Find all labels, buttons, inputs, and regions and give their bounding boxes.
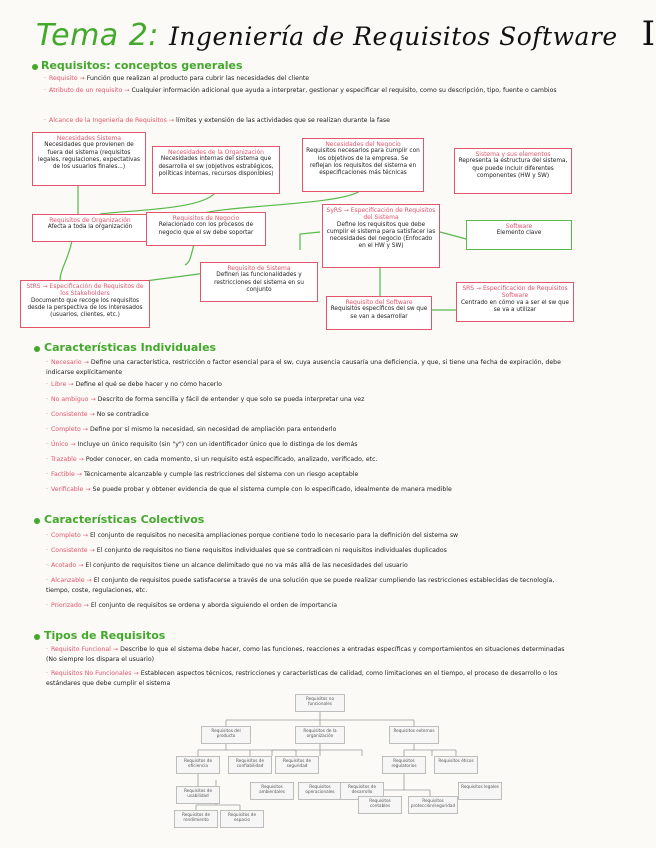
arrow-icon: →	[90, 396, 96, 403]
list-item: · Factible → Técnicamente alcanzable y cumple las restricciones del sistema con un riesgo aceptable	[46, 471, 359, 478]
tree-spacer	[434, 776, 478, 778]
bullet-icon: ·	[46, 646, 48, 653]
arrow-icon: →	[86, 577, 92, 584]
diagram-node-req-organizacion: Requisitos de Organización Afecta a toda la organización	[32, 214, 148, 242]
tree-node-l3: Requisitos de espacio	[220, 810, 264, 828]
tree-node-l2: Requisitos éticos	[434, 756, 478, 774]
bullet-icon: ·	[46, 547, 48, 554]
arrow-icon: →	[89, 547, 95, 554]
list-item: · Requisitos No Funcionales → Establecen aspectos técnicos, restricciones y características de calidad, como limitaciones en el tiempo, el proceso de desarrollo o los estándares que debe cumplir el sistema	[46, 670, 558, 687]
arrow-icon: →	[133, 670, 139, 677]
bullet-icon: ·	[46, 562, 48, 569]
diagram-node-req-sistema: Requisito de Sistema Definen las funcionalidades y restricciones del sistema en su conjunto	[200, 262, 318, 302]
tree-node-l1: Requisitos de la organización	[295, 726, 345, 744]
list-item: · Priorizado → El conjunto de requisitos se ordena y aborda siguiendo el orden de importancia	[46, 602, 338, 609]
list-item: · Trazable → Poder conocer, en cada momento, si un requisito está especificado, analizado, verificado, etc.	[46, 456, 378, 463]
tree-node-l2: Requisitos operacionales	[298, 782, 342, 800]
arrow-icon: →	[76, 471, 82, 478]
bullet-icon: ·	[44, 75, 46, 82]
arrow-icon: →	[112, 646, 119, 653]
bullet-icon: ·	[46, 602, 48, 609]
bullet-icon: ·	[46, 411, 48, 418]
bullet-icon: ·	[46, 486, 48, 493]
bullet-icon: ·	[46, 456, 48, 463]
tree-node-l2: Requisitos ambientales	[250, 782, 294, 800]
section-heading-individuales: Características Individuales	[44, 341, 217, 354]
tree-node-root: Requisitos no funcionales	[295, 694, 345, 712]
arrow-icon: →	[82, 532, 88, 539]
diagram-node-strs: StRS → Especificación de Requisitos de los Stakeholders Documento que recoge los requisitos desde la perspectiva de los interesados (usuarios, clientes, etc.)	[20, 280, 150, 328]
arrow-icon: →	[70, 441, 76, 448]
arrow-icon: →	[85, 486, 91, 493]
tree-node-l3: Requisitos de usabilidad	[176, 786, 220, 804]
tree-node-l3: Requisitos protección/seguridad	[408, 796, 458, 814]
tree-node-l1: Requisitos del producto	[201, 726, 251, 744]
diagram-node-necesidades-negocio: Necesidades del Negocio Requisitos necesarios para cumplir con los objetivos de la empresa. Se reflejan los requisitos del sistema en especificaciones más técnicas	[302, 138, 424, 192]
diagram-node-necesidades-sistema: Necesidades Sistema Necesidades que provienen de fuera del sistema (requisitos legales, regulaciones, expectativas de los usuarios finales...)	[32, 132, 146, 186]
bullet-icon: ·	[46, 441, 48, 448]
tree-node-l2: Requisitos regulatorios	[382, 756, 426, 774]
section-heading-colectivos: Características Colectivos	[44, 513, 205, 526]
arrow-icon: →	[78, 562, 84, 569]
arrow-icon: →	[89, 411, 95, 418]
arrow-icon: →	[68, 381, 74, 388]
tree-spacer	[410, 730, 412, 732]
diagram-node-software: Software Elemento clave	[466, 220, 572, 250]
list-item: · Completo → El conjunto de requisitos no necesita ampliaciones porque contiene todo lo necesario para la definición del sistema sw	[46, 532, 459, 539]
list-item: · Único → Incluye un único requisito (sin "y") con un identificador único que lo distinga de los demás	[46, 441, 358, 448]
arrow-icon: →	[82, 426, 88, 433]
diagram-node-syrs: SyRS → Especificación de Requisitos del Sistema Define los requisitos que debe cumplir el sistema para satisfacer las necesidades del negocio (Enfocado en el HW y SW)	[322, 204, 440, 268]
bullet-icon: ·	[44, 87, 46, 94]
arrow-icon: →	[83, 359, 89, 366]
list-item: · Consistente → No se contradice	[46, 411, 149, 418]
bullet-icon: ·	[46, 471, 48, 478]
list-item: · Acotado → El conjunto de requisitos tiene un alcance delimitado que no va más allá de las necesidades del usuario	[46, 562, 408, 569]
arrow-icon: →	[79, 75, 85, 82]
bullet-icon: ·	[46, 426, 48, 433]
bullet-icon: ·	[46, 396, 48, 403]
diagram-node-req-software: Requisito del Software Requisitos específicos del sw que se van a desarrollar	[326, 296, 432, 330]
bullet-icon: ·	[46, 381, 48, 388]
arrow-icon: →	[168, 117, 175, 124]
list-item: · Completo → Define por sí mismo la necesidad, sin necesidad de ampliación para entenderlo	[46, 426, 337, 433]
tree-node-l1: Requisitos externos	[389, 726, 439, 744]
list-item: · No ambiguo → Descrito de forma sencilla y fácil de entender y que solo se pueda interpretar una vez	[46, 396, 365, 403]
list-item: · Consistente → El conjunto de requisitos no tiene requisitos individuales que se contradicen ni requisitos individuales duplicados	[46, 547, 447, 554]
tree-node-l2: Requisitos de desarrollo	[340, 782, 384, 800]
tree-node-l2: Requisitos de confiabilidad	[228, 756, 272, 774]
section-heading-conceptos: Requisitos: conceptos generales	[41, 59, 243, 72]
arrow-icon: →	[124, 87, 130, 94]
bullet-icon: ·	[46, 532, 48, 539]
bullet-icon: ·	[44, 117, 46, 124]
tree-spacer	[484, 756, 486, 758]
list-item: · Atributo de un requisito → Cualquier información adicional que ayuda a interpretar, gestionar y especificar el requisito, como su descripción, tipo, fuente o cambios	[44, 87, 557, 94]
diagram-node-necesidades-organizacion: Necesidades de la Organización Necesidades internas del sistema que desarrolla el sw (objetivos estratégicos, políticas internas, recursos disponibles)	[152, 146, 280, 194]
diagram-node-sistema-elementos: Sistema y sus elementos Representa la estructura del sistema, que puede incluir diferentes componentes (HW y SW)	[454, 148, 572, 194]
tree-node-l2: Requisitos de eficiencia	[176, 756, 220, 774]
section-heading-tipos: Tipos de Requisitos	[44, 629, 166, 642]
list-item: · Necesario → Define una característica, restricción o factor esencial para el sw, cuya ausencia causaría una deficiencia, y que, si tiene una fecha de expiración, debe indicarse explícitamente	[46, 359, 561, 376]
diagram-node-req-negocio: Requisitos de Negocio Relacionado con los procesos de negocio que el sw debe soportar	[146, 212, 266, 246]
tree-node-l3: Requisitos de rendimiento	[174, 810, 218, 828]
tree-node-l2: Requisitos legales	[458, 782, 502, 800]
list-item: · Libre → Define el qué se debe hacer y no cómo hacerlo	[46, 381, 222, 388]
tree-node-l2: Requisitos de seguridad	[275, 756, 319, 774]
list-item: · Requisito → Función que realizan al producto para cubrir las necesidades del cliente	[44, 75, 310, 82]
page-title: Tema 2: Ingeniería de Requisitos Software I	[36, 14, 656, 54]
bullet-icon: ·	[46, 577, 48, 584]
diagram-node-srs: SRS → Especificación de Requisitos Software Centrado en cómo va a ser el sw que se va a utilizar	[456, 282, 574, 322]
arrow-icon: →	[78, 456, 84, 463]
list-item: · Alcance de la Ingeniería de Requisitos → límites y extensión de las actividades que se realizan durante la fase	[44, 117, 390, 124]
bullet-icon: ·	[46, 359, 48, 366]
list-item: · Verificable → Se puede probar y obtener evidencia de que el sistema cumple con lo especificado, idealmente de manera medible	[46, 486, 452, 493]
list-item: · Requisito Funcional → Describe lo que el sistema debe hacer, como las funciones, reacciones a entradas específicas y comportamientos en situaciones determinadas (No siempre los dispara el usuario)	[46, 646, 565, 663]
tree-node-l3: Requisitos contables	[358, 796, 402, 814]
arrow-icon: →	[83, 602, 89, 609]
list-item: · Alcanzable → El conjunto de requisitos puede satisfacerse a través de una solución que se puede realizar cumpliendo las restricciones establecidas de tecnología, tiempo, coste, regulaciones, etc.	[46, 577, 555, 594]
bullet-icon: ·	[46, 670, 48, 677]
